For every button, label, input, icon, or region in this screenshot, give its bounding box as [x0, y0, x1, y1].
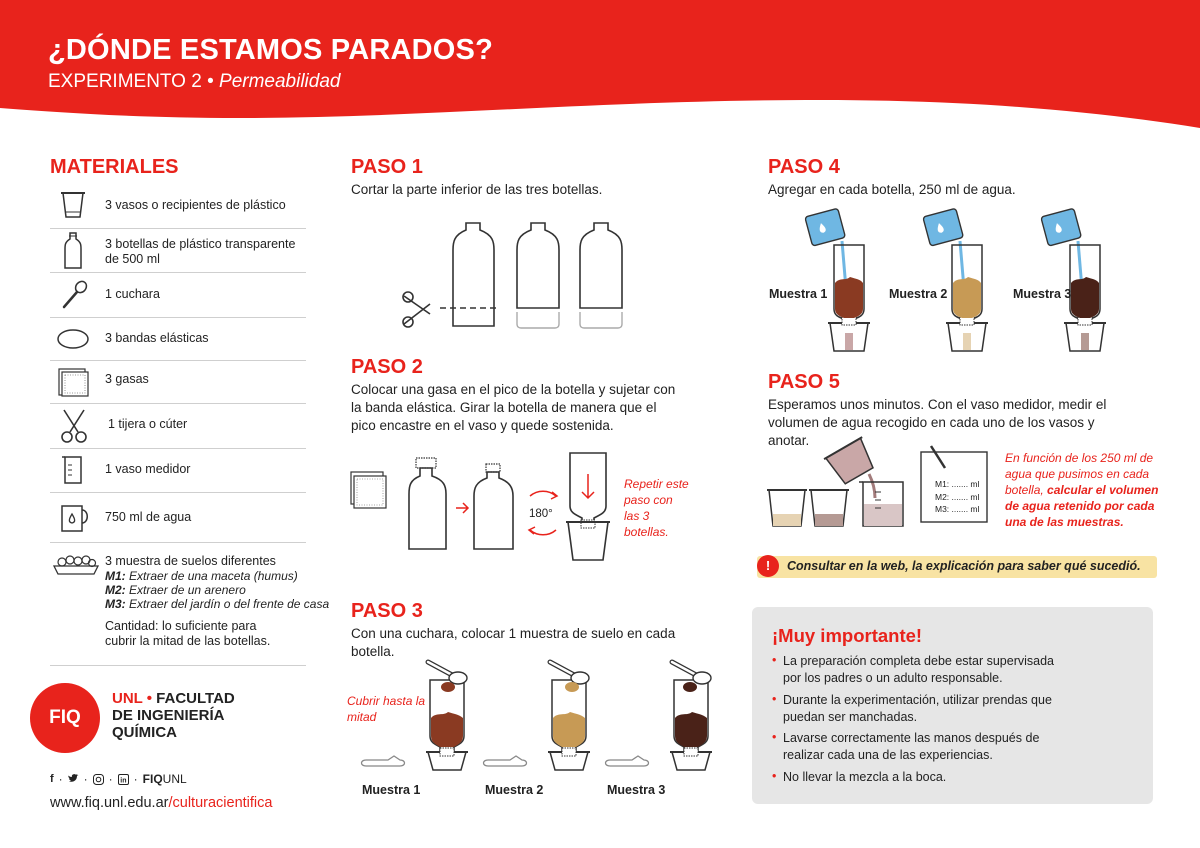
bottle-3 [580, 223, 622, 328]
step5-title: PASO 5 [768, 371, 840, 393]
bottle-1 [453, 223, 494, 326]
step4-sample3-label: Muestra 3 [1013, 287, 1072, 301]
subtitle-prefix: EXPERIMENTO 2 • [48, 71, 214, 92]
instagram-icon[interactable] [93, 774, 104, 785]
soil-m2: M2: Extraer de un arenero [105, 583, 246, 597]
important-item: • No llevar la mezcla a la boca. [772, 769, 947, 784]
material-label: 3 vasos o recipientes de plástico [105, 198, 286, 212]
social-row: f · · · in · FIQUNL [50, 772, 187, 786]
material-label: 3 botellas de plástico transparente de 500 ml [105, 237, 296, 266]
subtitle-topic: Permeabilidad [219, 71, 341, 92]
material-row [50, 180, 306, 229]
plastic-bottle-icon [56, 231, 90, 271]
cup-1 [767, 490, 807, 526]
step2-illustration [348, 448, 628, 568]
material-row [50, 317, 306, 361]
water-jug-icon [56, 499, 92, 535]
soils-amount: Cantidad: lo suficiente para cubrir la mitad de las botellas. [105, 619, 271, 648]
material-row [50, 360, 306, 404]
rubber-band-icon [56, 327, 90, 351]
website-link[interactable]: www.fiq.unl.edu.ar/culturacientifica [50, 795, 273, 811]
page-subtitle [48, 71, 340, 93]
material-row [50, 492, 306, 543]
step1-title: PASO 1 [351, 156, 423, 178]
measuring-cup-icon [56, 453, 90, 487]
bottle-with-gauze [409, 458, 446, 549]
material-label: 1 vaso medidor [105, 462, 191, 476]
consult-banner[interactable] [757, 556, 1157, 578]
soil-m3: M3: Extraer del jardín o del frente de casa [105, 597, 330, 611]
gauze-icon [351, 472, 386, 508]
materials-heading: MATERIALES [50, 156, 179, 178]
spoon-icon [56, 279, 90, 311]
sample-3-water [1041, 208, 1106, 351]
important-item: • Lavarse correctamente las manos después de realizar cada una de las experiencias. [772, 730, 1040, 762]
inverted-bottle-in-cup [566, 453, 610, 560]
step4-title: PASO 4 [768, 156, 840, 178]
sample-2-water [923, 208, 988, 351]
step3-sample2-label: Muestra 2 [485, 783, 544, 797]
scissors-icon [403, 292, 430, 327]
important-title: ¡Muy importante! [772, 625, 923, 646]
step3-sample3-label: Muestra 3 [607, 783, 666, 797]
step5-text: Esperamos unos minutos. Con el vaso medidor, medir el volumen de agua recogido en cada uno de los vasos y anotar. [768, 397, 1107, 448]
faculty-line2: DE INGENIERÍA [112, 707, 225, 724]
material-label: 750 ml de agua [105, 510, 192, 524]
sample-1-setup [362, 662, 469, 770]
notepad-line-m2: M2: ....... ml [935, 491, 980, 502]
step4-illustration [800, 205, 1140, 355]
step3-note: Cubrir hasta la mitad [347, 694, 426, 724]
linkedin-icon[interactable] [118, 774, 129, 785]
step3-text: Con una cuchara, colocar 1 muestra de suelo en cada botella. [351, 626, 676, 659]
scissors-icon [56, 407, 92, 445]
facebook-icon[interactable]: f [50, 773, 54, 785]
step4-text: Agregar en cada botella, 250 ml de agua. [768, 182, 1016, 197]
step1-text: Cortar la parte inferior de las tres botellas. [351, 182, 603, 197]
step2-title: PASO 2 [351, 356, 423, 378]
page-title: ¿DÓNDE ESTAMOS PARADOS? [48, 34, 493, 66]
sample-2-setup [484, 662, 591, 770]
notepad-lines [935, 478, 979, 516]
important-item: • La preparación completa debe estar supervisada por los padres o un adulto responsable. [772, 653, 1055, 685]
sample-3-setup [606, 662, 713, 770]
faculty-line1: FACULTAD [156, 690, 235, 707]
step4-sample2-label: Muestra 2 [889, 287, 948, 301]
step1-illustration [400, 218, 640, 333]
material-row [50, 272, 306, 318]
step3-title: PASO 3 [351, 600, 423, 622]
step2-text: Colocar una gasa en el pico de la botella y sujetar con la banda elástica. Girar la botella de manera que el pico encastre en el vaso y quede sostenida. [351, 382, 676, 433]
soils-block [105, 554, 330, 649]
material-row-soils [50, 542, 330, 666]
material-label: 3 gasas [105, 372, 149, 386]
gauze-icon [56, 366, 90, 398]
notepad-line-m3: M3: ....... ml [935, 504, 980, 514]
step3-sample1-label: Muestra 1 [362, 783, 421, 797]
material-row [50, 403, 306, 449]
bottle-2 [517, 223, 559, 328]
alert-icon: ! [757, 555, 779, 577]
soil-m1: M1: Extraer de una maceta (humus) [105, 569, 298, 583]
material-label: 3 bandas elásticas [105, 331, 209, 345]
rotation-label: 180° [529, 508, 553, 520]
faculty-name: UNL • FACULTAD DE INGENIERÍA QUÍMICA [112, 690, 235, 741]
faculty-line3: QUÍMICA [112, 724, 177, 741]
measuring-cup-icon [859, 482, 903, 526]
material-label: 1 cuchara [105, 287, 160, 301]
notepad-line-m1: M1: ....... ml [935, 479, 980, 489]
soils-label: 3 muestra de suelos diferentes [105, 554, 276, 568]
consult-text: Consultar en la web, la explicación para saber qué sucedió. [787, 559, 1141, 573]
cup-2 [809, 490, 849, 526]
material-label: 1 tijera o cúter [108, 417, 188, 431]
plastic-cup-icon [56, 188, 90, 220]
header-banner [0, 0, 1200, 140]
unl-label: UNL [112, 690, 143, 707]
step3-illustration [358, 656, 738, 776]
material-row [50, 448, 306, 493]
soil-samples-icon [52, 552, 100, 576]
twitter-icon[interactable] [68, 774, 79, 784]
step4-sample1-label: Muestra 1 [769, 287, 828, 301]
bottle-with-band [474, 464, 513, 549]
step2-note: Repetir este paso con las 3 botellas. [624, 477, 689, 539]
step5-note: En función de los 250 ml de agua que pusimos en cada botella, calcular el volumen de agua retenido por cada una de las muestras. [1005, 451, 1159, 529]
svg-text:in: in [119, 777, 127, 785]
material-row [50, 228, 306, 273]
fiq-logo-badge: FIQ [30, 683, 100, 753]
important-item: • Durante la experimentación, utilizar prendas que puedan ser manchadas. [772, 692, 1052, 724]
social-handle[interactable]: FIQUNL [142, 772, 187, 786]
sample-1-water [805, 208, 870, 351]
